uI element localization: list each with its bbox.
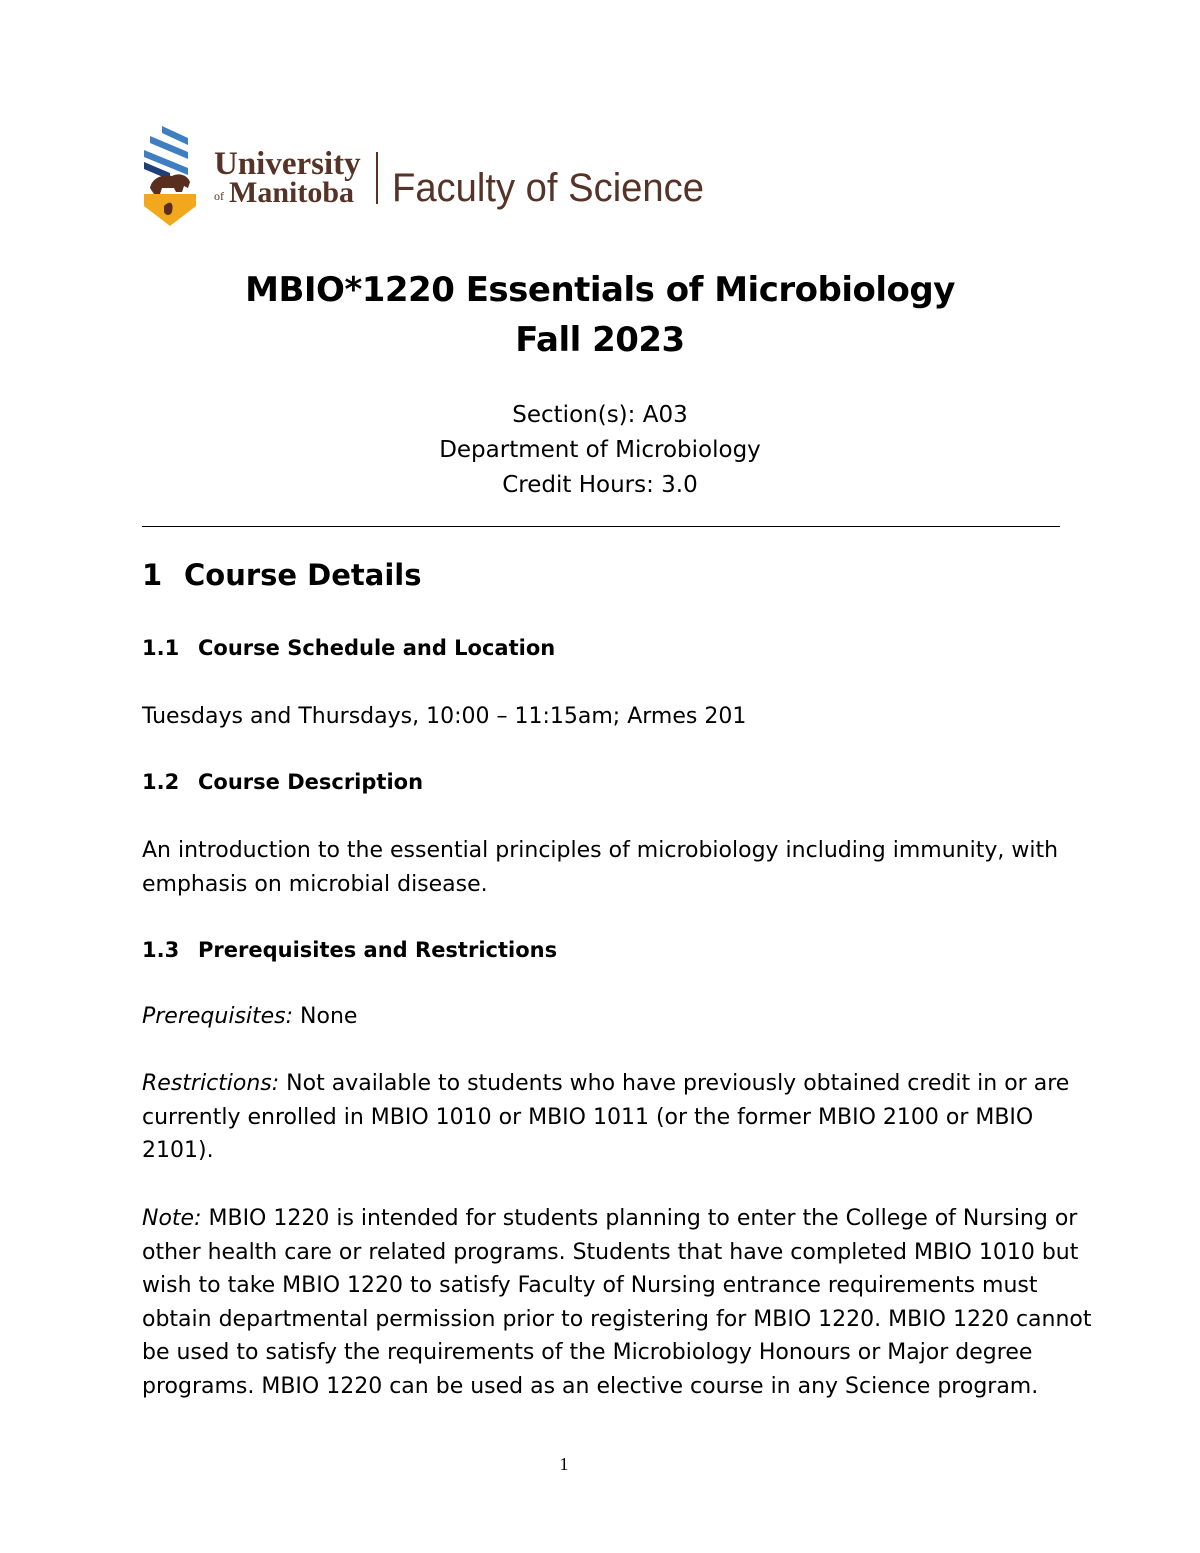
page-number: 1 <box>559 1454 569 1474</box>
subsection-number: 1.3 <box>142 938 180 962</box>
horizontal-rule <box>142 526 1060 527</box>
logo-faculty-text: Faculty of Science <box>392 166 704 210</box>
logo-university-text: University <box>214 146 361 182</box>
description-text: An introduction to the essential principles of microbiology including immunity, with emphasis on microbial disease. <box>142 838 1059 897</box>
subsection-heading <box>142 636 555 660</box>
subsection-title: Course Description <box>198 770 424 794</box>
subsection-heading <box>142 770 423 794</box>
university-logo <box>140 122 720 230</box>
course-department: Department of Microbiology <box>439 437 761 463</box>
section-title: Course Details <box>184 558 422 592</box>
course-sections: Section(s): A03 <box>512 402 688 428</box>
section-heading <box>142 558 422 592</box>
restrictions-label: Restrictions: <box>142 1071 280 1096</box>
course-title: MBIO*1220 Essentials of Microbiology <box>245 270 955 310</box>
logo-manitoba-text: Manitoba <box>229 176 355 209</box>
logo-of-text: of <box>214 189 224 203</box>
prerequisites-text: None <box>293 1004 358 1029</box>
prerequisites-paragraph <box>142 1000 1117 1034</box>
logo-divider <box>376 152 378 204</box>
course-credit-hours: Credit Hours: 3.0 <box>502 472 698 498</box>
restrictions-paragraph <box>142 1067 1117 1168</box>
subsection-number: 1.1 <box>142 636 180 660</box>
note-paragraph <box>142 1202 1117 1404</box>
note-label: Note: <box>142 1206 202 1231</box>
subsection-number: 1.2 <box>142 770 180 794</box>
subsection-heading <box>142 938 557 962</box>
subsection-title: Course Schedule and Location <box>198 636 556 660</box>
prerequisites-label: Prerequisites: <box>142 1004 294 1029</box>
restrictions-text: Not available to students who have previously obtained credit in or are currently enrolled in MBIO 1010 or MBIO 1011 (or the former MBIO 2100 or MBIO 2101). <box>142 1071 1070 1164</box>
subsection-title: Prerequisites and Restrictions <box>198 938 558 962</box>
shield-crest-icon <box>144 126 196 226</box>
course-term: Fall 2023 <box>515 320 685 360</box>
schedule-text: Tuesdays and Thursdays, 10:00 – 11:15am; Armes 201 <box>142 704 747 729</box>
section-number: 1 <box>142 558 163 592</box>
note-text: MBIO 1220 is intended for students planning to enter the College of Nursing or other health care or related programs. Students that have completed MBIO 1010 but wish to take MBIO 1220 to satisfy Faculty of Nursing entrance requirements must obtain departmental permission prior to registering for MBIO 1220. MBIO 1220 cannot be used to satisfy the requirements of the Microbiology Honours or Major degree programs. MBIO 1220 can be used as an elective course in any Science program. <box>142 1206 1092 1399</box>
